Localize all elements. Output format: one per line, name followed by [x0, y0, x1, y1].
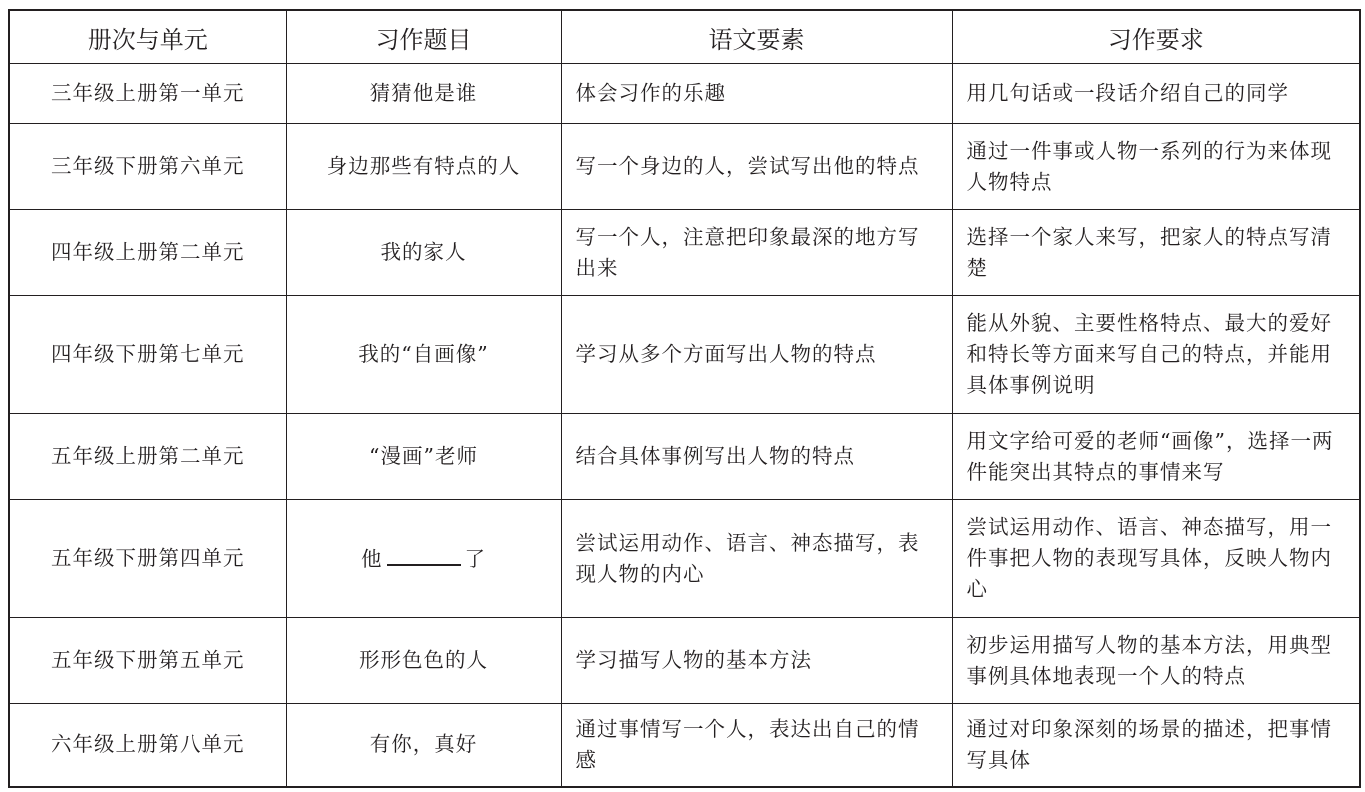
cell-topic: 身边那些有特点的人 — [286, 124, 561, 210]
table-row — [9, 500, 1360, 618]
table-row — [9, 414, 1360, 500]
cell-unit: 三年级下册第六单元 — [9, 124, 286, 210]
cell-unit: 五年级上册第二单元 — [9, 414, 286, 500]
cell-language-element: 写一个身边的人，尝试写出他的特点 — [561, 124, 952, 210]
table-row — [9, 296, 1360, 414]
header-unit: 册次与单元 — [9, 10, 286, 64]
writing-units-table-container — [8, 9, 1359, 784]
cell-topic: 猜猜他是谁 — [286, 64, 561, 124]
cell-language-element: 尝试运用动作、语言、神态描写，表现人物的内心 — [561, 500, 952, 618]
cell-unit: 五年级下册第四单元 — [9, 500, 286, 618]
cell-topic: 形形色色的人 — [286, 618, 561, 704]
topic-prefix: 他 — [361, 547, 383, 571]
cell-language-element: 结合具体事例写出人物的特点 — [561, 414, 952, 500]
header-requirement: 习作要求 — [952, 10, 1360, 64]
header-language-element: 语文要素 — [561, 10, 952, 64]
table-row — [9, 64, 1360, 124]
cell-requirement: 能从外貌、主要性格特点、最大的爱好和特长等方面来写自己的特点，并能用具体事例说明 — [952, 296, 1360, 414]
cell-requirement: 通过对印象深刻的场景的描述，把事情写具体 — [952, 704, 1360, 787]
cell-unit: 四年级上册第二单元 — [9, 210, 286, 296]
cell-language-element: 通过事情写一个人，表达出自己的情感 — [561, 704, 952, 787]
cell-unit: 六年级上册第八单元 — [9, 704, 286, 787]
cell-language-element: 写一个人，注意把印象最深的地方写出来 — [561, 210, 952, 296]
table-row — [9, 618, 1360, 704]
cell-language-element: 学习从多个方面写出人物的特点 — [561, 296, 952, 414]
cell-requirement: 初步运用描写人物的基本方法，用典型事例具体地表现一个人的特点 — [952, 618, 1360, 704]
cell-language-element: 学习描写人物的基本方法 — [561, 618, 952, 704]
cell-topic: 我的“自画像” — [286, 296, 561, 414]
fill-in-blank-line — [387, 542, 461, 566]
cell-requirement: 通过一件事或人物一系列的行为来体现人物特点 — [952, 124, 1360, 210]
table-row — [9, 124, 1360, 210]
writing-units-table — [8, 9, 1361, 788]
header-topic: 习作题目 — [286, 10, 561, 64]
topic-suffix: 了 — [464, 547, 486, 571]
cell-requirement: 尝试运用动作、语言、神态描写，用一件事把人物的表现写具体，反映人物内心 — [952, 500, 1360, 618]
table-row — [9, 210, 1360, 296]
table-row — [9, 704, 1360, 787]
cell-unit: 三年级上册第一单元 — [9, 64, 286, 124]
cell-requirement: 用文字给可爱的老师“画像”，选择一两件能突出其特点的事情来写 — [952, 414, 1360, 500]
cell-topic — [286, 500, 561, 618]
header-row — [9, 10, 1360, 64]
cell-requirement: 选择一个家人来写，把家人的特点写清楚 — [952, 210, 1360, 296]
cell-topic: 我的家人 — [286, 210, 561, 296]
cell-topic: “漫画”老师 — [286, 414, 561, 500]
cell-unit: 四年级下册第七单元 — [9, 296, 286, 414]
cell-requirement: 用几句话或一段话介绍自己的同学 — [952, 64, 1360, 124]
cell-topic: 有你，真好 — [286, 704, 561, 787]
cell-language-element: 体会习作的乐趣 — [561, 64, 952, 124]
cell-unit: 五年级下册第五单元 — [9, 618, 286, 704]
